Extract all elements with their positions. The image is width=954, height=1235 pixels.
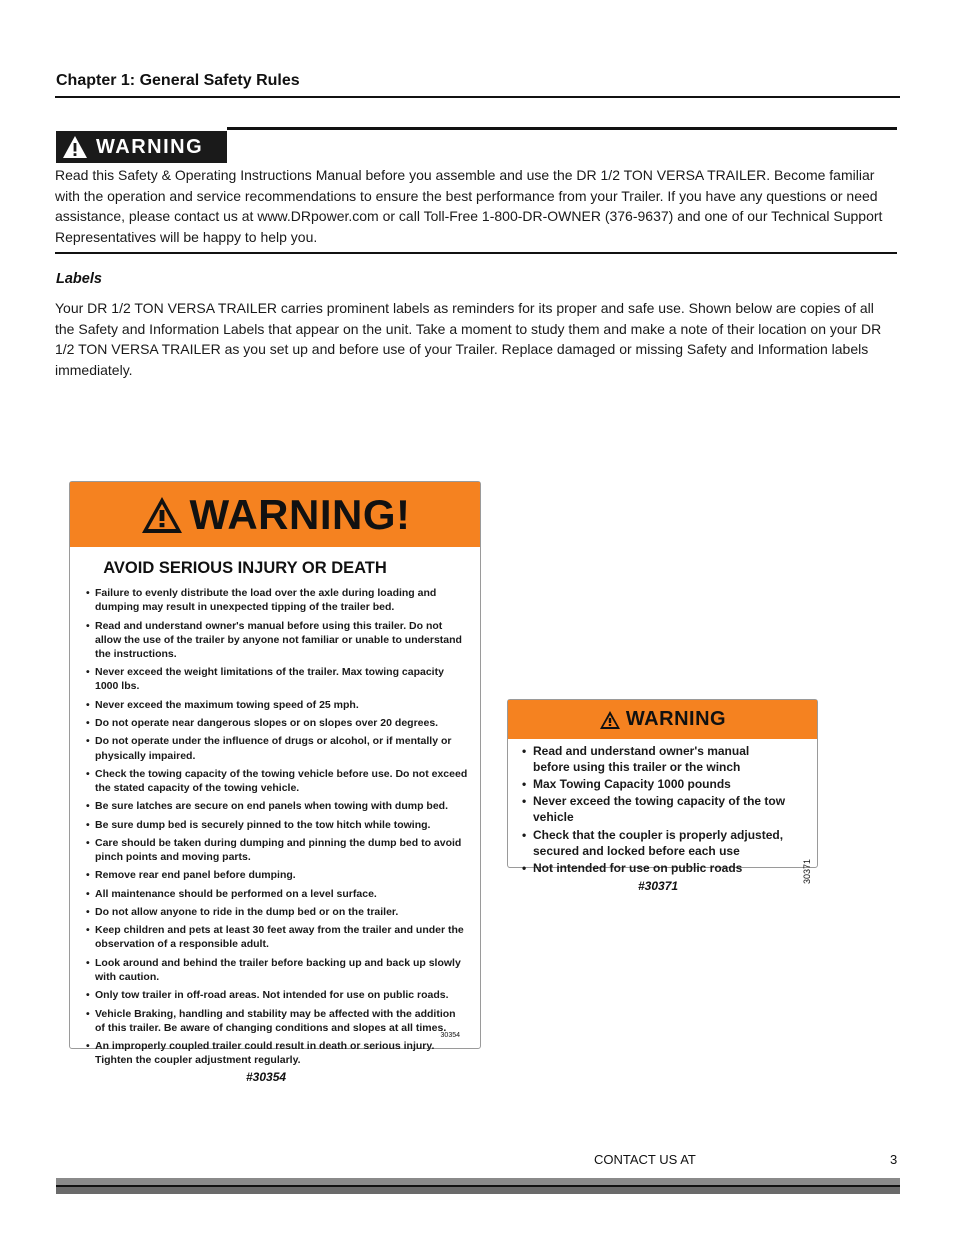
warning-paragraph: Read this Safety & Operating Instructions Manual before you assemble and use the DR 1/2 TON VERSA TRAILER. Become familiar with the operation and service recommendations to ensure the best performance from your Trailer. If you have any questions or need assistance, please contact us at www.DRpower.com or call Toll-Free 1-800-DR-OWNER (376-9637) and one of our Technical Support Representatives will be happy to help you. xyxy=(55,167,883,245)
list-item: • Max Towing Capacity 1000 pounds xyxy=(522,776,787,792)
list-item: • Be sure dump bed is securely pinned to the tow hitch while towing. xyxy=(87,818,468,832)
list-item: • All maintenance should be performed on a level surface. xyxy=(87,887,468,901)
decal-small-header xyxy=(508,700,817,739)
footer-contact: CONTACT US AT xyxy=(594,1152,696,1167)
warning-bottom-rule xyxy=(55,252,897,254)
decal-large-header xyxy=(70,482,480,547)
labels-heading: Labels xyxy=(56,271,102,287)
decal-small-list xyxy=(508,743,817,876)
list-item: • Failure to evenly distribute the load over the axle during loading and dumping may result in unexpected tipping of the trailer bed. xyxy=(87,586,468,614)
warning-triangle-icon xyxy=(140,495,184,535)
list-item: • Never exceed the maximum towing speed of 25 mph. xyxy=(87,698,468,712)
list-item: • Never exceed the towing capacity of the tow vehicle xyxy=(522,793,787,825)
list-item: • Check that the coupler is properly adjusted, secured and locked before each use xyxy=(522,827,787,859)
warning-triangle-icon xyxy=(62,135,88,159)
decal-small-header-text: WARNING xyxy=(625,708,727,730)
list-item: • Check the towing capacity of the towing vehicle before use. Do not exceed the stated capacity of the towing vehicle. xyxy=(87,767,468,795)
list-item: • Do not operate near dangerous slopes or on slopes over 20 degrees. xyxy=(87,716,468,730)
list-item: • Remove rear end panel before dumping. xyxy=(87,868,468,882)
chapter-title: Chapter 1: General Safety Rules xyxy=(56,72,300,89)
decal-30371 xyxy=(507,699,818,885)
list-item: • Care should be taken during dumping and pinning the dump bed to avoid pinch points and moving parts. xyxy=(87,836,468,864)
labels-paragraph: Your DR 1/2 TON VERSA TRAILER carries prominent labels as reminders for its proper and safe use. Shown below are copies of all the Safety and Information Labels that appear on the unit. Take a moment to study them and make a note of their location on your DR 1/2 TON VERSA TRAILER as you set up and before use of your Trailer. Replace damaged or missing Safety and Information labels immediately. xyxy=(55,300,882,378)
decal-large-header-text: WARNING! xyxy=(189,490,411,538)
footer-bar-bottom xyxy=(56,1187,900,1194)
list-item: • Look around and behind the trailer before backing up and back up slowly with caution. xyxy=(87,956,468,984)
decal-large-list xyxy=(70,586,480,1067)
list-item: • Do not operate under the influence of drugs or alcohol, or if mentally or physically impaired. xyxy=(87,734,468,762)
decal-30354 xyxy=(69,481,481,1067)
warning-badge xyxy=(56,131,227,163)
chapter-divider xyxy=(55,96,900,98)
warning-triangle-icon xyxy=(599,710,621,730)
decal-small-caption: #30371 xyxy=(638,879,679,893)
decal-large-code: 30354 xyxy=(440,1032,460,1039)
decal-large-subheader: AVOID SERIOUS INJURY OR DEATH xyxy=(103,559,387,577)
list-item: • Only tow trailer in off-road areas. Not intended for use on public roads. xyxy=(87,988,468,1002)
list-item: • Read and understand owner's manual before using this trailer. Do not allow the use of the trailer by anyone not familiar or unable to understand the instructions. xyxy=(87,619,468,662)
decal-small-code: 30371 xyxy=(802,859,812,885)
footer-bar-top xyxy=(56,1178,900,1185)
list-item: • Keep children and pets at least 30 feet away from the trailer and under the observation of a responsible adult. xyxy=(87,923,468,951)
list-item: • Vehicle Braking, handling and stability may be affected with the addition of this trailer. Be aware of changing conditions and slopes at all times. xyxy=(87,1007,468,1035)
list-item: • Not intended for use on public roads xyxy=(522,860,787,876)
warning-top-rule xyxy=(227,127,897,130)
list-item: • Do not allow anyone to ride in the dump bed or on the trailer. xyxy=(87,905,468,919)
decal-large-caption: #30354 xyxy=(246,1070,287,1084)
list-item: • Read and understand owner's manual before using this trailer or the winch xyxy=(522,743,787,775)
list-item: • Be sure latches are secure on end panels when towing with dump bed. xyxy=(87,799,468,813)
warning-badge-label: WARNING xyxy=(96,135,204,158)
page-number: 3 xyxy=(890,1152,898,1167)
list-item: • An improperly coupled trailer could result in death or serious injury. Tighten the coupler adjustment regularly. xyxy=(87,1039,468,1067)
list-item: • Never exceed the weight limitations of the trailer. Max towing capacity 1000 lbs. xyxy=(87,665,468,693)
